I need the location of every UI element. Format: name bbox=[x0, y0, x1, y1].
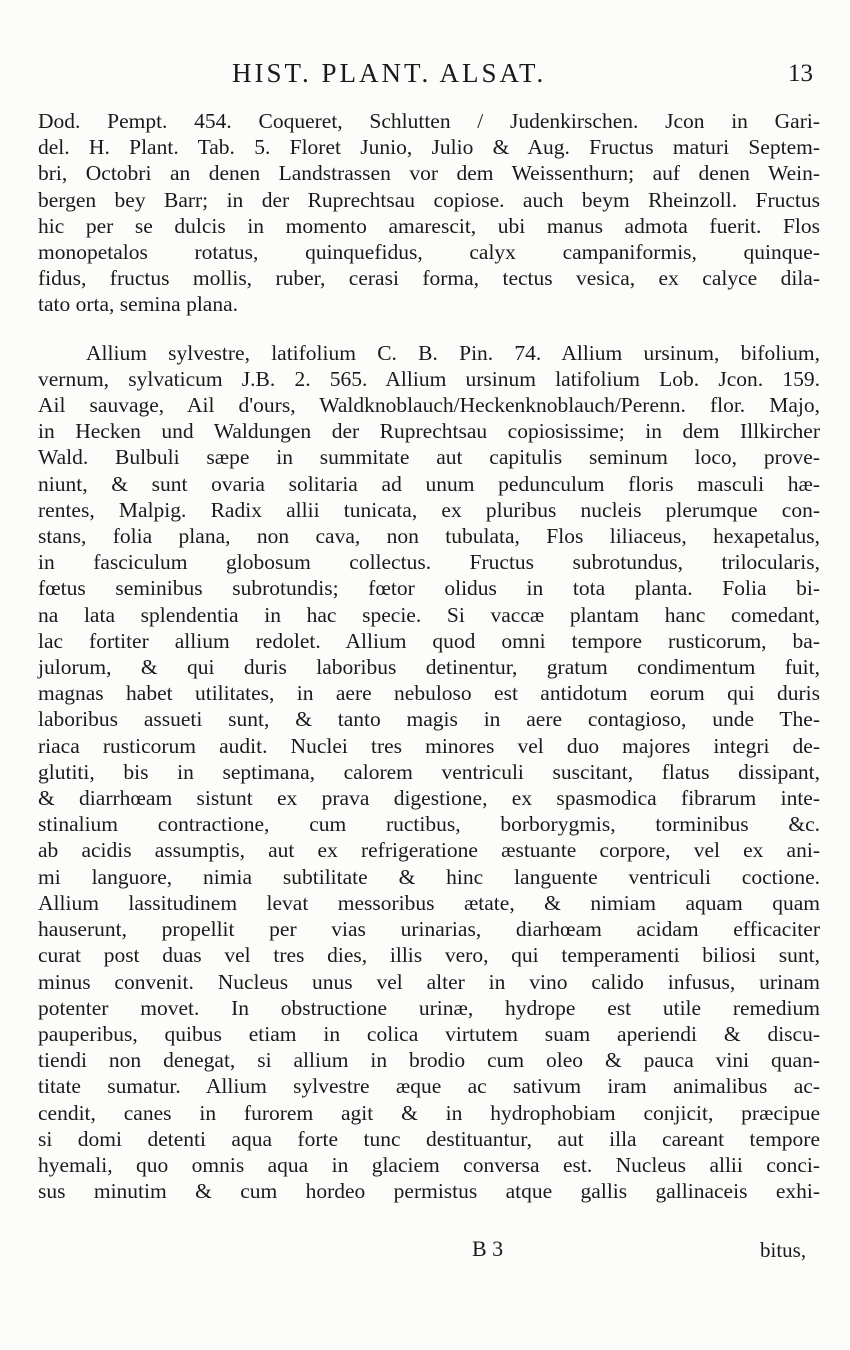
text-line: julorum, & qui duris laboribus detinentur, gratum condimentum fuit, bbox=[38, 655, 820, 680]
text-line: cendit, canes in furorem agit & in hydrophobiam conjicit, præcipue bbox=[38, 1100, 820, 1125]
text-line: stinalium contractione, cum ructibus, borborygmis, torminibus &c. bbox=[38, 812, 820, 837]
body-text bbox=[38, 108, 820, 1204]
text-line: sus minutim & cum hordeo permistus atque gallis gallinaceis exhi- bbox=[38, 1179, 820, 1204]
text-line: na lata splendentia in hac specie. Si vaccæ plantam hanc comedant, bbox=[38, 602, 820, 627]
text-line: bri, Octobri an denen Landstrassen vor dem Weissenthurn; auf denen Wein- bbox=[38, 161, 820, 186]
text-line: tato orta, semina plana. bbox=[38, 292, 238, 317]
text-line: Wald. Bulbuli sæpe in summitate aut capitulis seminum loco, prove- bbox=[38, 445, 820, 470]
text-line: & diarrhœam sistunt ex prava digestione, ex spasmodica fibrarum inte- bbox=[38, 786, 820, 811]
text-line: Ail sauvage, Ail d'ours, Waldknoblauch/Heckenknoblauch/Perenn. flor. Majo, bbox=[38, 393, 820, 418]
text-line: tiendi non denegat, si allium in brodio cum oleo & pauca vini quan- bbox=[38, 1048, 820, 1073]
text-line: laboribus assueti sunt, & tanto magis in aere contagioso, unde The- bbox=[38, 707, 820, 732]
text-line: fœtus seminibus subrotundis; fœtor olidus in tota planta. Folia bi- bbox=[38, 576, 820, 601]
text-line: in Hecken und Waldungen der Ruprechtsau copiosissime; in dem Illkircher bbox=[38, 419, 820, 444]
text-line: del. H. Plant. Tab. 5. Floret Junio, Julio & Aug. Fructus maturi Septem- bbox=[38, 135, 820, 160]
text-line: rentes, Malpig. Radix allii tunicata, ex pluribus nucleis plerumque con- bbox=[38, 497, 820, 522]
page-header bbox=[0, 58, 850, 98]
text-line: hauserunt, propellit per vias urinarias, diarhœam acidam efficaciter bbox=[38, 917, 820, 942]
text-line: titate sumatur. Allium sylvestre æque ac sativum iram animalibus ac- bbox=[38, 1074, 820, 1099]
text-line: hic per se dulcis in momento amarescit, ubi manus admota fuerit. Flos bbox=[38, 213, 820, 238]
text-line: monopetalos rotatus, quinquefidus, calyx campaniformis, quinque- bbox=[38, 240, 820, 265]
page-number: 13 bbox=[788, 60, 813, 87]
text-line: Allium sylvestre, latifolium C. B. Pin. 74. Allium ursinum, bifolium, bbox=[86, 340, 820, 365]
text-line: si domi detenti aqua forte tunc destituantur, aut illa careant tempore bbox=[38, 1126, 820, 1151]
text-line: Allium lassitudinem levat messoribus ætate, & nimiam aquam quam bbox=[38, 890, 820, 915]
text-line: niunt, & sunt ovaria solitaria ad unum pedunculum floris masculi hæ- bbox=[38, 471, 820, 496]
text-line: potenter movet. In obstructione urinæ, hydrope est utile remedium bbox=[38, 995, 820, 1020]
text-line: mi languore, nimia subtilitate & hinc languente ventriculi coctione. bbox=[38, 864, 820, 889]
signature-mark: B 3 bbox=[472, 1236, 504, 1261]
text-line: vernum, sylvaticum J.B. 2. 565. Allium ursinum latifolium Lob. Jcon. 159. bbox=[38, 366, 820, 391]
running-head: HIST. PLANT. ALSAT. bbox=[232, 58, 547, 88]
catchword: bitus, bbox=[760, 1238, 807, 1262]
paragraph bbox=[38, 108, 820, 318]
text-line: in fasciculum globosum collectus. Fructus subrotundus, trilocularis, bbox=[38, 550, 820, 575]
text-line: hyemali, quo omnis aqua in glaciem conversa est. Nucleus allii conci- bbox=[38, 1152, 820, 1177]
paragraph bbox=[38, 340, 820, 1205]
text-line: riaca rusticorum audit. Nuclei tres minores vel duo majores integri de- bbox=[38, 733, 820, 758]
text-line: pauperibus, quibus etiam in colica virtutem suam aperiendi & discu- bbox=[38, 1021, 820, 1046]
text-line: bergen bey Barr; in der Ruprechtsau copiose. auch beym Rheinzoll. Fructus bbox=[38, 187, 820, 212]
text-line: Dod. Pempt. 454. Coqueret, Schlutten / Judenkirschen. Jcon in Gari- bbox=[38, 109, 820, 133]
text-line: fidus, fructus mollis, ruber, cerasi forma, tectus vesica, ex calyce dila- bbox=[38, 266, 820, 291]
text-line: minus convenit. Nucleus unus vel alter in vino calido infusus, urinam bbox=[38, 969, 820, 994]
text-line: ab acidis assumptis, aut ex refrigeratione æstuante corpore, vel ex ani- bbox=[38, 838, 820, 863]
text-line: lac fortiter allium redolet. Allium quod omni tempore rusticorum, ba- bbox=[38, 628, 820, 653]
page-footer bbox=[0, 1236, 850, 1266]
text-line: magnas habet utilitates, in aere nebuloso est antidotum eorum qui duris bbox=[38, 681, 820, 706]
text-line: glutiti, bis in septimana, calorem ventriculi suscitant, flatus dissipant, bbox=[38, 759, 820, 784]
text-line: stans, folia plana, non cava, non tubulata, Flos liliaceus, hexapetalus, bbox=[38, 524, 820, 549]
text-line: curat post duas vel tres dies, illis vero, qui temperamenti biliosi sunt, bbox=[38, 943, 820, 968]
